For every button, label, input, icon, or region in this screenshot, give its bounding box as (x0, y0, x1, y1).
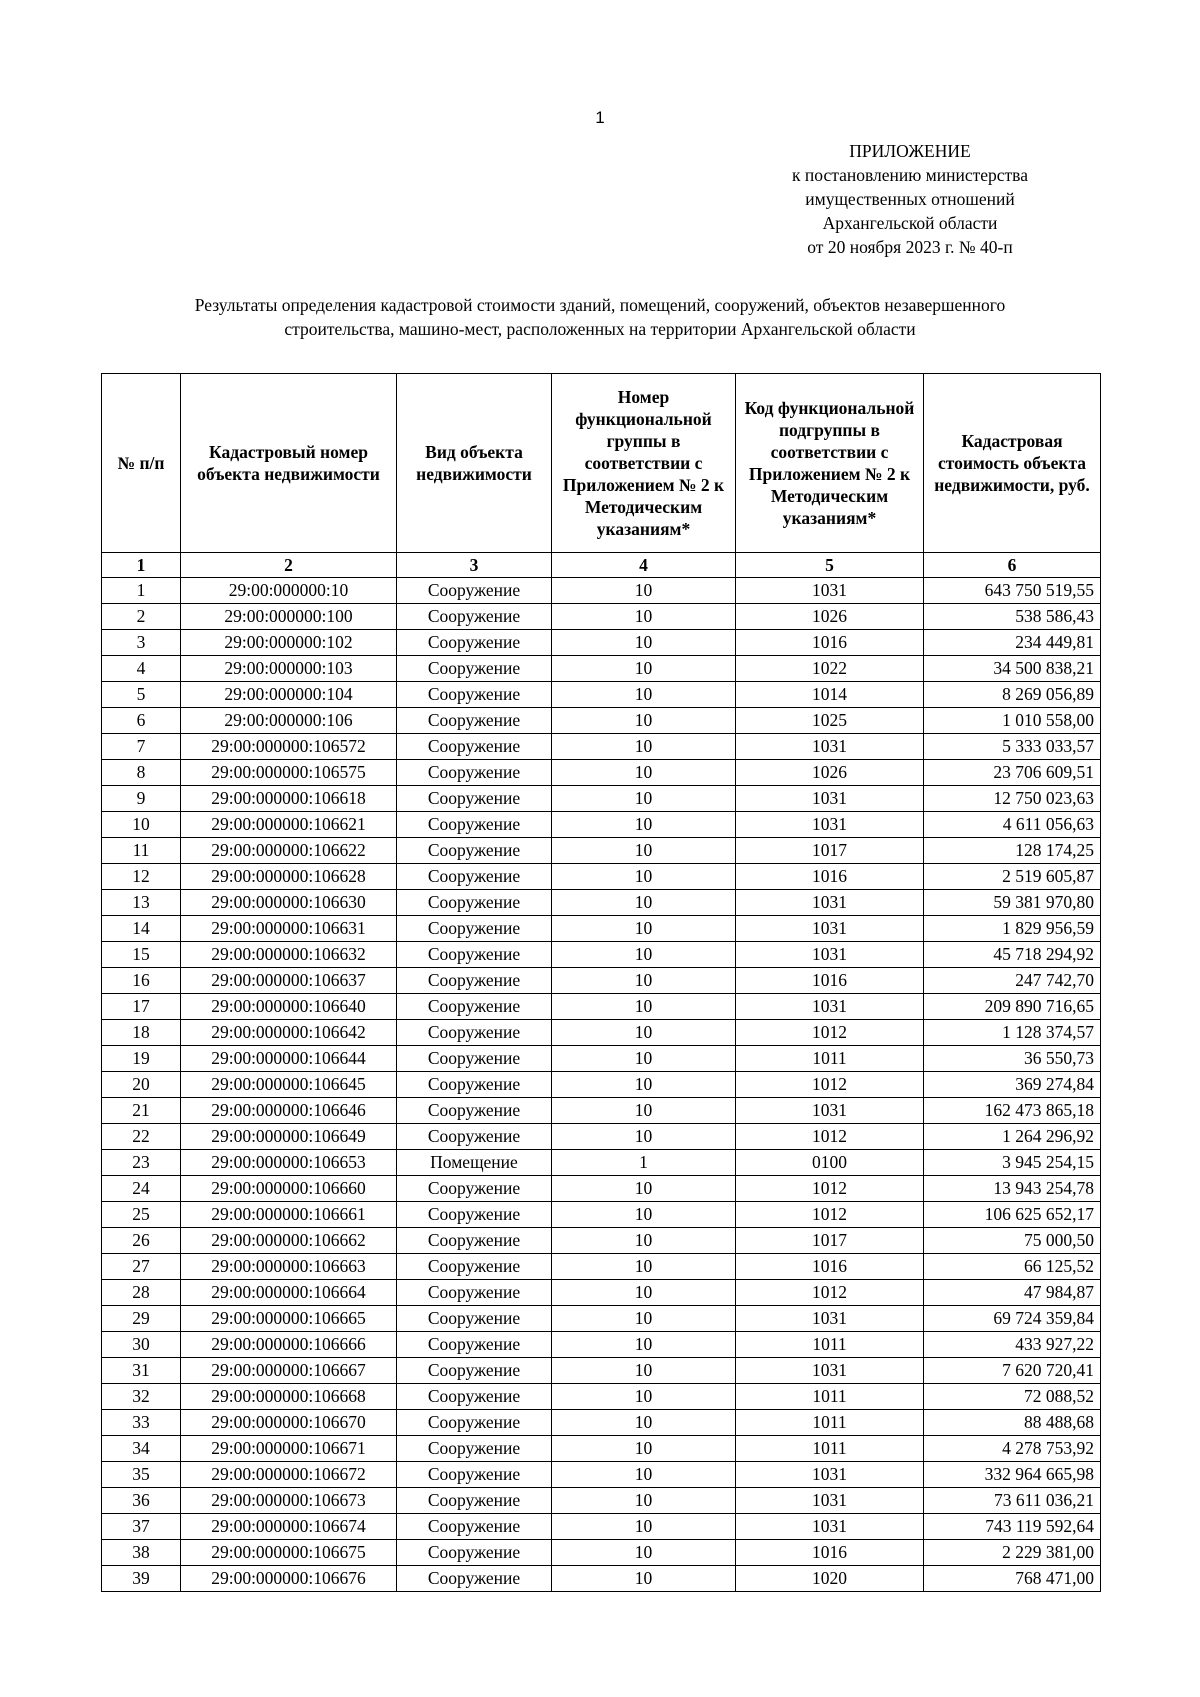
table-row (102, 1072, 1101, 1098)
functional-group-cell: 10 (552, 1436, 736, 1462)
appendix-title: ПРИЛОЖЕНИЕ (849, 141, 971, 161)
row-number-cell: 36 (102, 1488, 181, 1514)
functional-group-cell: 10 (552, 1072, 736, 1098)
table-row (102, 1124, 1101, 1150)
cadastral-number-cell: 29:00:000000:106671 (181, 1436, 397, 1462)
functional-subgroup-cell: 1014 (736, 682, 924, 708)
functional-subgroup-cell: 1031 (736, 1514, 924, 1540)
cadastral-value-cell: 128 174,25 (924, 838, 1101, 864)
cadastral-value-cell: 5 333 033,57 (924, 734, 1101, 760)
object-type-cell: Сооружение (397, 812, 552, 838)
functional-subgroup-cell: 1031 (736, 1488, 924, 1514)
table-row (102, 838, 1101, 864)
cadastral-value-cell: 1 264 296,92 (924, 1124, 1101, 1150)
row-number-cell: 30 (102, 1332, 181, 1358)
row-number-cell: 14 (102, 916, 181, 942)
object-type-cell: Сооружение (397, 890, 552, 916)
header-object-type: Вид объекта недвижимости (397, 374, 552, 553)
cadastral-number-cell: 29:00:000000:106618 (181, 786, 397, 812)
column-number-row (102, 553, 1101, 578)
functional-group-cell: 10 (552, 1410, 736, 1436)
cadastral-value-cell: 66 125,52 (924, 1254, 1101, 1280)
cadastral-number-cell: 29:00:000000:106675 (181, 1540, 397, 1566)
cadastral-value-cell: 1 829 956,59 (924, 916, 1101, 942)
functional-subgroup-cell: 1017 (736, 1228, 924, 1254)
cadastral-value-cell: 162 473 865,18 (924, 1098, 1101, 1124)
cadastral-value-cell: 2 519 605,87 (924, 864, 1101, 890)
cadastral-number-cell: 29:00:000000:106621 (181, 812, 397, 838)
row-number-cell: 28 (102, 1280, 181, 1306)
functional-subgroup-cell: 1012 (736, 1020, 924, 1046)
functional-subgroup-cell: 1016 (736, 864, 924, 890)
cadastral-number-cell: 29:00:000000:106670 (181, 1410, 397, 1436)
functional-subgroup-cell: 1011 (736, 1436, 924, 1462)
header-row-number: № п/п (102, 374, 181, 553)
functional-subgroup-cell: 1022 (736, 656, 924, 682)
cadastral-number-cell: 29:00:000000:106642 (181, 1020, 397, 1046)
cadastral-number-cell: 29:00:000000:102 (181, 630, 397, 656)
table-row (102, 734, 1101, 760)
object-type-cell: Сооружение (397, 994, 552, 1020)
cadastral-number-cell: 29:00:000000:106632 (181, 942, 397, 968)
table-row (102, 760, 1101, 786)
cadastral-number-cell: 29:00:000000:104 (181, 682, 397, 708)
row-number-cell: 21 (102, 1098, 181, 1124)
table-row (102, 916, 1101, 942)
cadastral-number-cell: 29:00:000000:106630 (181, 890, 397, 916)
row-number-cell: 35 (102, 1462, 181, 1488)
header-functional-group: Номер функциональной группы в соответствии с Приложением № 2 к Методическим указаниям* (552, 374, 736, 553)
table-row (102, 1514, 1101, 1540)
row-number-cell: 24 (102, 1176, 181, 1202)
cadastral-value-cell: 72 088,52 (924, 1384, 1101, 1410)
functional-subgroup-cell: 1031 (736, 916, 924, 942)
cadastral-number-cell: 29:00:000000:106637 (181, 968, 397, 994)
functional-group-cell: 10 (552, 1566, 736, 1592)
object-type-cell: Сооружение (397, 630, 552, 656)
row-number-cell: 4 (102, 656, 181, 682)
functional-subgroup-cell: 1011 (736, 1384, 924, 1410)
object-type-cell: Сооружение (397, 1046, 552, 1072)
cadastral-value-cell: 12 750 023,63 (924, 786, 1101, 812)
cadastral-value-cell: 88 488,68 (924, 1410, 1101, 1436)
functional-group-cell: 10 (552, 968, 736, 994)
cadastral-value-cell: 45 718 294,92 (924, 942, 1101, 968)
object-type-cell: Сооружение (397, 1098, 552, 1124)
table-row (102, 1332, 1101, 1358)
object-type-cell: Сооружение (397, 682, 552, 708)
functional-subgroup-cell: 1016 (736, 630, 924, 656)
object-type-cell: Сооружение (397, 1540, 552, 1566)
row-number-cell: 1 (102, 578, 181, 604)
cadastral-value-cell: 247 742,70 (924, 968, 1101, 994)
table-row (102, 1488, 1101, 1514)
cadastral-number-cell: 29:00:000000:106622 (181, 838, 397, 864)
functional-group-cell: 10 (552, 942, 736, 968)
row-number-cell: 7 (102, 734, 181, 760)
table-row (102, 708, 1101, 734)
object-type-cell: Сооружение (397, 1566, 552, 1592)
object-type-cell: Сооружение (397, 708, 552, 734)
functional-group-cell: 10 (552, 1176, 736, 1202)
cadastral-number-cell: 29:00:000000:10 (181, 578, 397, 604)
functional-group-cell: 10 (552, 604, 736, 630)
functional-subgroup-cell: 1031 (736, 578, 924, 604)
cadastral-number-cell: 29:00:000000:106628 (181, 864, 397, 890)
functional-group-cell: 10 (552, 812, 736, 838)
functional-group-cell: 10 (552, 656, 736, 682)
table-row (102, 656, 1101, 682)
column-number: 6 (924, 553, 1101, 578)
functional-group-cell: 10 (552, 1020, 736, 1046)
cadastral-value-cell: 768 471,00 (924, 1566, 1101, 1592)
cadastral-number-cell: 29:00:000000:106673 (181, 1488, 397, 1514)
object-type-cell: Сооружение (397, 1280, 552, 1306)
table-row (102, 812, 1101, 838)
object-type-cell: Сооружение (397, 838, 552, 864)
functional-subgroup-cell: 1012 (736, 1202, 924, 1228)
cadastral-number-cell: 29:00:000000:106672 (181, 1462, 397, 1488)
functional-group-cell: 10 (552, 630, 736, 656)
cadastral-number-cell: 29:00:000000:106668 (181, 1384, 397, 1410)
functional-subgroup-cell: 1016 (736, 1540, 924, 1566)
cadastral-value-cell: 1 010 558,00 (924, 708, 1101, 734)
functional-subgroup-cell: 1012 (736, 1176, 924, 1202)
object-type-cell: Сооружение (397, 656, 552, 682)
header-cadastral-value: Кадастровая стоимость объекта недвижимости, руб. (924, 374, 1101, 553)
table-row (102, 1228, 1101, 1254)
cadastral-value-cell: 209 890 716,65 (924, 994, 1101, 1020)
header-functional-subgroup: Код функциональной подгруппы в соответствии с Приложением № 2 к Методическим указаниям* (736, 374, 924, 553)
table-row (102, 1410, 1101, 1436)
cadastral-number-cell: 29:00:000000:106640 (181, 994, 397, 1020)
functional-subgroup-cell: 1020 (736, 1566, 924, 1592)
object-type-cell: Сооружение (397, 1306, 552, 1332)
table-row (102, 1150, 1101, 1176)
cadastral-value-cell: 75 000,50 (924, 1228, 1101, 1254)
cadastral-number-cell: 29:00:000000:106667 (181, 1358, 397, 1384)
table-row (102, 1358, 1101, 1384)
row-number-cell: 3 (102, 630, 181, 656)
column-number: 2 (181, 553, 397, 578)
table-row (102, 578, 1101, 604)
functional-subgroup-cell: 1017 (736, 838, 924, 864)
row-number-cell: 38 (102, 1540, 181, 1566)
cadastral-value-cell: 69 724 359,84 (924, 1306, 1101, 1332)
functional-group-cell: 10 (552, 1306, 736, 1332)
functional-subgroup-cell: 1031 (736, 786, 924, 812)
functional-group-cell: 10 (552, 864, 736, 890)
cadastral-value-cell: 36 550,73 (924, 1046, 1101, 1072)
cadastral-value-cell: 47 984,87 (924, 1280, 1101, 1306)
row-number-cell: 18 (102, 1020, 181, 1046)
object-type-cell: Сооружение (397, 1488, 552, 1514)
object-type-cell: Сооружение (397, 1436, 552, 1462)
cadastral-number-cell: 29:00:000000:106662 (181, 1228, 397, 1254)
table-row (102, 1098, 1101, 1124)
table-header-row (102, 374, 1101, 553)
document-title (100, 293, 1100, 341)
table-row (102, 630, 1101, 656)
cadastral-number-cell: 29:00:000000:106660 (181, 1176, 397, 1202)
row-number-cell: 34 (102, 1436, 181, 1462)
row-number-cell: 22 (102, 1124, 181, 1150)
table-row (102, 1046, 1101, 1072)
cadastral-value-cell: 332 964 665,98 (924, 1462, 1101, 1488)
cadastral-number-cell: 29:00:000000:106664 (181, 1280, 397, 1306)
cadastral-number-cell: 29:00:000000:106661 (181, 1202, 397, 1228)
row-number-cell: 31 (102, 1358, 181, 1384)
row-number-cell: 15 (102, 942, 181, 968)
functional-group-cell: 10 (552, 1462, 736, 1488)
cadastral-number-cell: 29:00:000000:106575 (181, 760, 397, 786)
functional-group-cell: 10 (552, 1514, 736, 1540)
functional-subgroup-cell: 1025 (736, 708, 924, 734)
cadastral-value-cell: 34 500 838,21 (924, 656, 1101, 682)
cadastral-number-cell: 29:00:000000:100 (181, 604, 397, 630)
functional-subgroup-cell: 1016 (736, 1254, 924, 1280)
functional-subgroup-cell: 1012 (736, 1124, 924, 1150)
table-row (102, 1540, 1101, 1566)
table-row (102, 942, 1101, 968)
functional-group-cell: 10 (552, 916, 736, 942)
table-row (102, 864, 1101, 890)
object-type-cell: Сооружение (397, 1202, 552, 1228)
object-type-cell: Помещение (397, 1150, 552, 1176)
object-type-cell: Сооружение (397, 916, 552, 942)
column-number: 4 (552, 553, 736, 578)
functional-group-cell: 10 (552, 1358, 736, 1384)
functional-subgroup-cell: 1012 (736, 1072, 924, 1098)
functional-group-cell: 10 (552, 890, 736, 916)
table-row (102, 786, 1101, 812)
document-title-line: Результаты определения кадастровой стоимости зданий, помещений, сооружений, объектов незавершенного (194, 295, 1006, 315)
functional-group-cell: 10 (552, 786, 736, 812)
object-type-cell: Сооружение (397, 1020, 552, 1046)
object-type-cell: Сооружение (397, 1332, 552, 1358)
object-type-cell: Сооружение (397, 1228, 552, 1254)
cadastral-number-cell: 29:00:000000:106666 (181, 1332, 397, 1358)
row-number-cell: 19 (102, 1046, 181, 1072)
object-type-cell: Сооружение (397, 786, 552, 812)
object-type-cell: Сооружение (397, 1462, 552, 1488)
functional-subgroup-cell: 1011 (736, 1332, 924, 1358)
appendix-line: имущественных отношений (805, 189, 1015, 209)
column-number: 5 (736, 553, 924, 578)
functional-group-cell: 10 (552, 682, 736, 708)
row-number-cell: 5 (102, 682, 181, 708)
functional-subgroup-cell: 1031 (736, 734, 924, 760)
cadastral-value-cell: 8 269 056,89 (924, 682, 1101, 708)
document-title-line: строительства, машино-мест, расположенных на территории Архангельской области (284, 319, 916, 339)
object-type-cell: Сооружение (397, 604, 552, 630)
functional-subgroup-cell: 1016 (736, 968, 924, 994)
cadastral-number-cell: 29:00:000000:106653 (181, 1150, 397, 1176)
functional-group-cell: 10 (552, 1046, 736, 1072)
functional-subgroup-cell: 1031 (736, 890, 924, 916)
cadastral-value-cell: 643 750 519,55 (924, 578, 1101, 604)
object-type-cell: Сооружение (397, 1176, 552, 1202)
cadastral-value-cell: 13 943 254,78 (924, 1176, 1101, 1202)
cadastral-number-cell: 29:00:000000:106674 (181, 1514, 397, 1540)
object-type-cell: Сооружение (397, 1358, 552, 1384)
row-number-cell: 17 (102, 994, 181, 1020)
functional-subgroup-cell: 1031 (736, 1306, 924, 1332)
functional-group-cell: 1 (552, 1150, 736, 1176)
cadastral-value-cell: 743 119 592,64 (924, 1514, 1101, 1540)
cadastral-value-cell: 2 229 381,00 (924, 1540, 1101, 1566)
functional-subgroup-cell: 1026 (736, 604, 924, 630)
row-number-cell: 23 (102, 1150, 181, 1176)
row-number-cell: 11 (102, 838, 181, 864)
header-cadastral-number: Кадастровый номер объекта недвижимости (181, 374, 397, 553)
cadastral-number-cell: 29:00:000000:103 (181, 656, 397, 682)
cadastral-value-cell: 73 611 036,21 (924, 1488, 1101, 1514)
table-row (102, 1306, 1101, 1332)
table-row (102, 1202, 1101, 1228)
table-row (102, 1020, 1101, 1046)
object-type-cell: Сооружение (397, 578, 552, 604)
appendix-block (730, 139, 1090, 259)
cadastral-number-cell: 29:00:000000:106665 (181, 1306, 397, 1332)
table-row (102, 604, 1101, 630)
functional-group-cell: 10 (552, 708, 736, 734)
object-type-cell: Сооружение (397, 1072, 552, 1098)
functional-group-cell: 10 (552, 1488, 736, 1514)
functional-subgroup-cell: 1031 (736, 1358, 924, 1384)
functional-group-cell: 10 (552, 1254, 736, 1280)
cadastral-value-cell: 433 927,22 (924, 1332, 1101, 1358)
functional-group-cell: 10 (552, 1332, 736, 1358)
table-row (102, 994, 1101, 1020)
object-type-cell: Сооружение (397, 734, 552, 760)
row-number-cell: 12 (102, 864, 181, 890)
object-type-cell: Сооружение (397, 1384, 552, 1410)
cadastral-number-cell: 29:00:000000:106631 (181, 916, 397, 942)
functional-group-cell: 10 (552, 994, 736, 1020)
cadastral-value-cell: 23 706 609,51 (924, 760, 1101, 786)
functional-group-cell: 10 (552, 838, 736, 864)
cadastral-number-cell: 29:00:000000:106644 (181, 1046, 397, 1072)
row-number-cell: 26 (102, 1228, 181, 1254)
appendix-line: Архангельской области (822, 213, 998, 233)
functional-subgroup-cell: 1031 (736, 1462, 924, 1488)
functional-subgroup-cell: 0100 (736, 1150, 924, 1176)
functional-subgroup-cell: 1026 (736, 760, 924, 786)
row-number-cell: 13 (102, 890, 181, 916)
cadastral-value-cell: 7 620 720,41 (924, 1358, 1101, 1384)
row-number-cell: 8 (102, 760, 181, 786)
table-row (102, 1254, 1101, 1280)
functional-subgroup-cell: 1031 (736, 812, 924, 838)
row-number-cell: 2 (102, 604, 181, 630)
object-type-cell: Сооружение (397, 1514, 552, 1540)
row-number-cell: 37 (102, 1514, 181, 1540)
cadastral-value-cell: 3 945 254,15 (924, 1150, 1101, 1176)
column-number: 3 (397, 553, 552, 578)
cadastral-number-cell: 29:00:000000:106 (181, 708, 397, 734)
row-number-cell: 9 (102, 786, 181, 812)
row-number-cell: 6 (102, 708, 181, 734)
table-row (102, 1176, 1101, 1202)
object-type-cell: Сооружение (397, 760, 552, 786)
row-number-cell: 20 (102, 1072, 181, 1098)
object-type-cell: Сооружение (397, 942, 552, 968)
functional-subgroup-cell: 1031 (736, 994, 924, 1020)
cadastral-value-cell: 59 381 970,80 (924, 890, 1101, 916)
appendix-line: к постановлению министерства (792, 165, 1028, 185)
page-number: 1 (595, 108, 605, 127)
functional-group-cell: 10 (552, 1280, 736, 1306)
row-number-cell: 29 (102, 1306, 181, 1332)
table-row (102, 890, 1101, 916)
object-type-cell: Сооружение (397, 1124, 552, 1150)
cadastral-value-cell: 369 274,84 (924, 1072, 1101, 1098)
table-row (102, 1566, 1101, 1592)
cadastral-value-cell: 4 278 753,92 (924, 1436, 1101, 1462)
appendix-date: от 20 ноября 2023 г. № 40-п (807, 237, 1013, 257)
functional-group-cell: 10 (552, 578, 736, 604)
functional-subgroup-cell: 1031 (736, 1098, 924, 1124)
functional-group-cell: 10 (552, 734, 736, 760)
row-number-cell: 16 (102, 968, 181, 994)
functional-group-cell: 10 (552, 1098, 736, 1124)
cadastral-number-cell: 29:00:000000:106649 (181, 1124, 397, 1150)
row-number-cell: 39 (102, 1566, 181, 1592)
cadastral-value-cell: 106 625 652,17 (924, 1202, 1101, 1228)
table-row (102, 1384, 1101, 1410)
object-type-cell: Сооружение (397, 1254, 552, 1280)
cadastral-value-cell: 1 128 374,57 (924, 1020, 1101, 1046)
table-row (102, 1462, 1101, 1488)
row-number-cell: 27 (102, 1254, 181, 1280)
functional-subgroup-cell: 1031 (736, 942, 924, 968)
functional-group-cell: 10 (552, 1228, 736, 1254)
functional-group-cell: 10 (552, 760, 736, 786)
row-number-cell: 33 (102, 1410, 181, 1436)
object-type-cell: Сооружение (397, 1410, 552, 1436)
table-row (102, 968, 1101, 994)
row-number-cell: 10 (102, 812, 181, 838)
object-type-cell: Сооружение (397, 968, 552, 994)
functional-subgroup-cell: 1012 (736, 1280, 924, 1306)
cadastral-number-cell: 29:00:000000:106676 (181, 1566, 397, 1592)
functional-group-cell: 10 (552, 1540, 736, 1566)
cadastral-value-cell: 4 611 056,63 (924, 812, 1101, 838)
functional-group-cell: 10 (552, 1124, 736, 1150)
object-type-cell: Сооружение (397, 864, 552, 890)
functional-group-cell: 10 (552, 1202, 736, 1228)
table-row (102, 1280, 1101, 1306)
cadastral-value-cell: 538 586,43 (924, 604, 1101, 630)
cadastral-number-cell: 29:00:000000:106645 (181, 1072, 397, 1098)
row-number-cell: 32 (102, 1384, 181, 1410)
cadastral-number-cell: 29:00:000000:106646 (181, 1098, 397, 1124)
functional-subgroup-cell: 1011 (736, 1046, 924, 1072)
row-number-cell: 25 (102, 1202, 181, 1228)
cadastral-value-table (101, 373, 1101, 1592)
table-row (102, 1436, 1101, 1462)
functional-subgroup-cell: 1011 (736, 1410, 924, 1436)
functional-group-cell: 10 (552, 1384, 736, 1410)
table-row (102, 682, 1101, 708)
column-number: 1 (102, 553, 181, 578)
cadastral-number-cell: 29:00:000000:106572 (181, 734, 397, 760)
cadastral-number-cell: 29:00:000000:106663 (181, 1254, 397, 1280)
cadastral-value-cell: 234 449,81 (924, 630, 1101, 656)
